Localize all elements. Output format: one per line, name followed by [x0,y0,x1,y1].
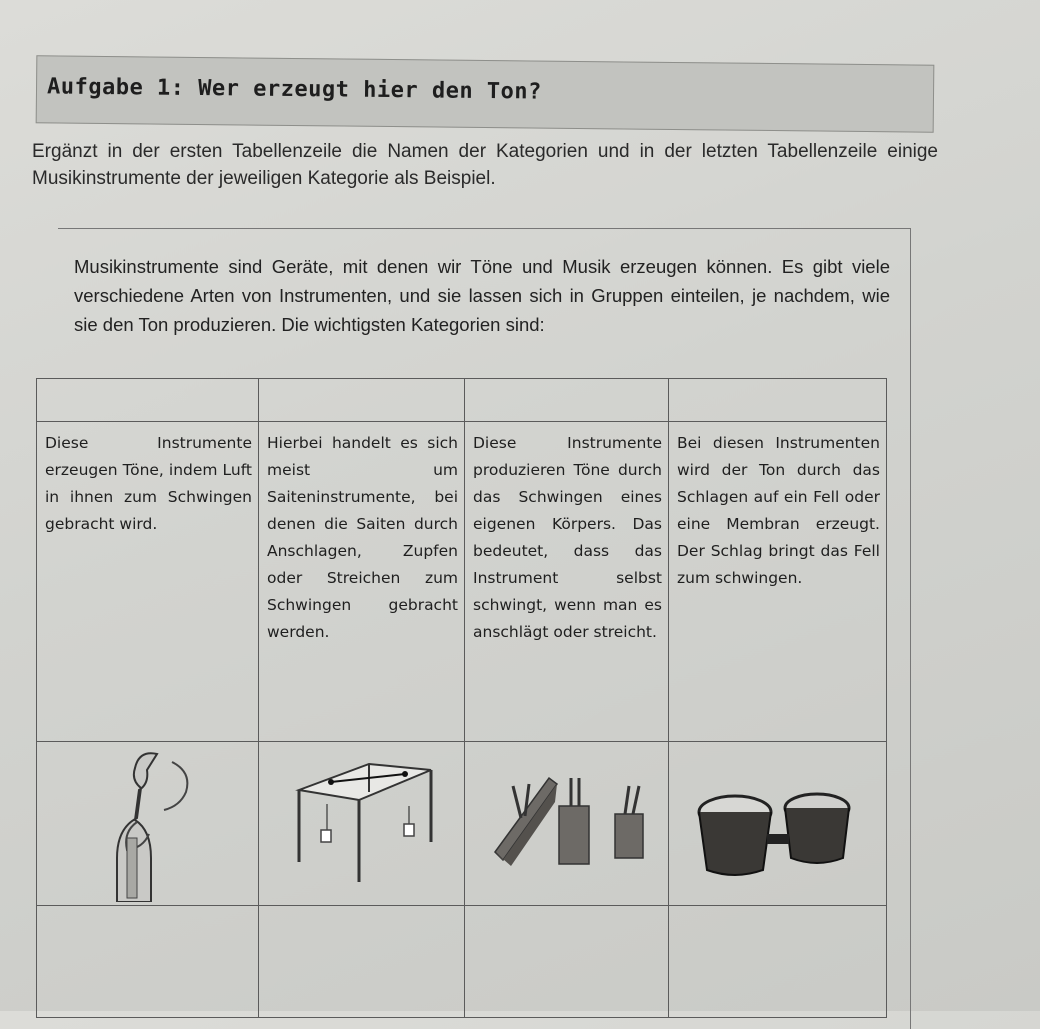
task-title-box [36,55,935,132]
category-name-cell[interactable] [465,379,669,422]
category-name-row [37,379,887,422]
example-instruments-row [37,906,887,1018]
example-cell[interactable] [259,906,465,1018]
bongo-drums-picture [669,742,887,902]
example-cell[interactable] [37,906,259,1018]
task-title: Aufgabe 1: Wer erzeugt hier den Ton? [46,74,542,105]
description-membranophones: Bei diesen Instrumenten wird der Ton durch das Schlagen auf ein Fell oder eine Membran erzeugt. Der Schlag bringt das Fell zum schwingen. [677,434,880,588]
tuning-fork-picture [465,742,669,902]
task-instructions: Ergänzt in der ersten Tabellenzeile die Namen der Kategorien und in der letzten Tabellenzeile einige Musikinstrumente der jeweiligen Kategorie als Beispiel. [32,141,938,189]
category-name-cell[interactable] [669,379,887,422]
example-cell[interactable] [465,906,669,1018]
description-idiophones: Diese Instrumente produzieren Töne durch das Schwingen eines eigenen Körpers. Das bedeutet, dass das Instrument selbst schwingt, wenn man es anschlägt oder streicht. [473,434,662,642]
bottle-blowing-picture [37,742,257,902]
illustration-row [37,742,887,906]
description-row [37,422,887,742]
description-chordophones: Hierbei handelt es sich meist um Saiteninstrumente, bei denen die Saiten durch Anschlagen, Zupfen oder Streichen zum Schwingen gebracht werden. [267,434,458,642]
string-table-picture [259,742,465,902]
example-cell[interactable] [669,906,887,1018]
category-name-cell[interactable] [37,379,259,422]
category-table [36,378,887,1018]
description-aerophones: Diese Instrumente erzeugen Töne, indem Luft in ihnen zum Schwingen gebracht wird. [45,434,252,534]
intro-text: Musikinstrumente sind Geräte, mit denen wir Töne und Musik erzeugen können. Es gibt viele verschiedene Arten von Instrumenten, und sie lassen sich in Gruppen einteilen, je nachdem, wie sie den Ton produzieren. Die wichtigsten Kategorien sind: [74,256,890,335]
category-name-cell[interactable] [259,379,465,422]
